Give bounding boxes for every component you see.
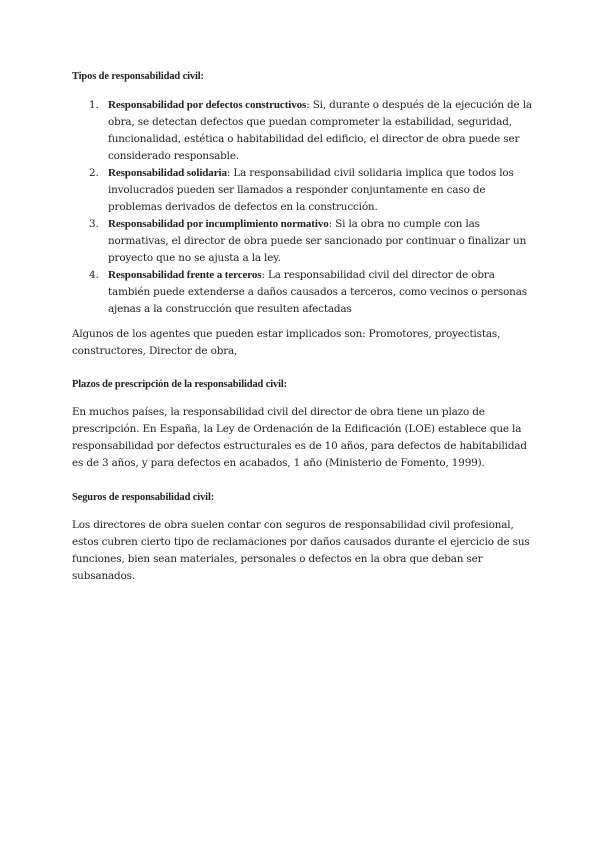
list-item-text: : La responsabilidad civil solidaria implica que todos los involucrados pueden ser llamados a responder conjuntamente en caso de problemas derivados de defectos en la construcción.: [108, 167, 514, 213]
list-item: [72, 165, 534, 216]
insurance-paragraph: Los directores de obra suelen contar con seguros de responsabilidad civil profesional, estos cubren cierto tipo de reclamaciones por daños causados durante el ejercicio de sus funciones, bien sean materiales, personales o defectos en la obra que deban ser subsanados.: [72, 519, 530, 582]
list-item-term: Responsabilidad por incumplimiento normativo: [108, 218, 329, 230]
list-item-term: Responsabilidad por defectos constructivos: [108, 99, 307, 111]
list-item-number: 4.: [89, 269, 99, 281]
list-item: [72, 216, 534, 267]
list-item-text: : Si la obra no cumple con las normativas, el director de obra puede ser sancionado por continuar o finalizar un proyecto que no se ajusta a la ley.: [108, 218, 527, 264]
types-heading: Tipos de responsabilidad civil:: [72, 71, 204, 82]
list-item-number: 3.: [89, 218, 99, 230]
list-item-number: 1.: [89, 99, 99, 111]
document-page: [72, 70, 534, 585]
insurance-heading: Seguros de responsabilidad civil:: [72, 492, 215, 503]
list-item-text: : Si, durante o después de la ejecución de la obra, se detectan defectos que puedan comprometer la estabilidad, seguridad, funcionalidad, estética o habitabilidad del edificio, el director de obra puede ser considerado responsable.: [108, 99, 532, 162]
prescription-paragraph: En muchos países, la responsabilidad civil del director de obra tiene un plazo de prescripción. En España, la Ley de Ordenación de la Edificación (LOE) establece que la responsabilidad por defectos estructurales es de 10 años, para defectos de habitabilidad es de 3 años, y para defectos en acabados, 1 año (Ministerio de Fomento, 1999).: [72, 406, 527, 469]
responsibility-types-list: [72, 97, 534, 318]
list-item: [72, 267, 534, 318]
agents-paragraph: Algunos de los agentes que pueden estar implicados son: Promotores, proyectistas, constructores, Director de obra,: [72, 328, 501, 357]
list-item-term: Responsabilidad solidaria: [108, 167, 227, 179]
list-item-text: : La responsabilidad civil del director de obra también puede extenderse a daños causados a terceros, como vecinos o personas ajenas a la construcción que resulten afectadas: [108, 269, 527, 315]
list-item: [72, 97, 534, 165]
list-item-number: 2.: [89, 167, 99, 179]
prescription-heading: Plazos de prescripción de la responsabilidad civil:: [72, 379, 288, 390]
list-item-term: Responsabilidad frente a terceros: [108, 269, 262, 281]
